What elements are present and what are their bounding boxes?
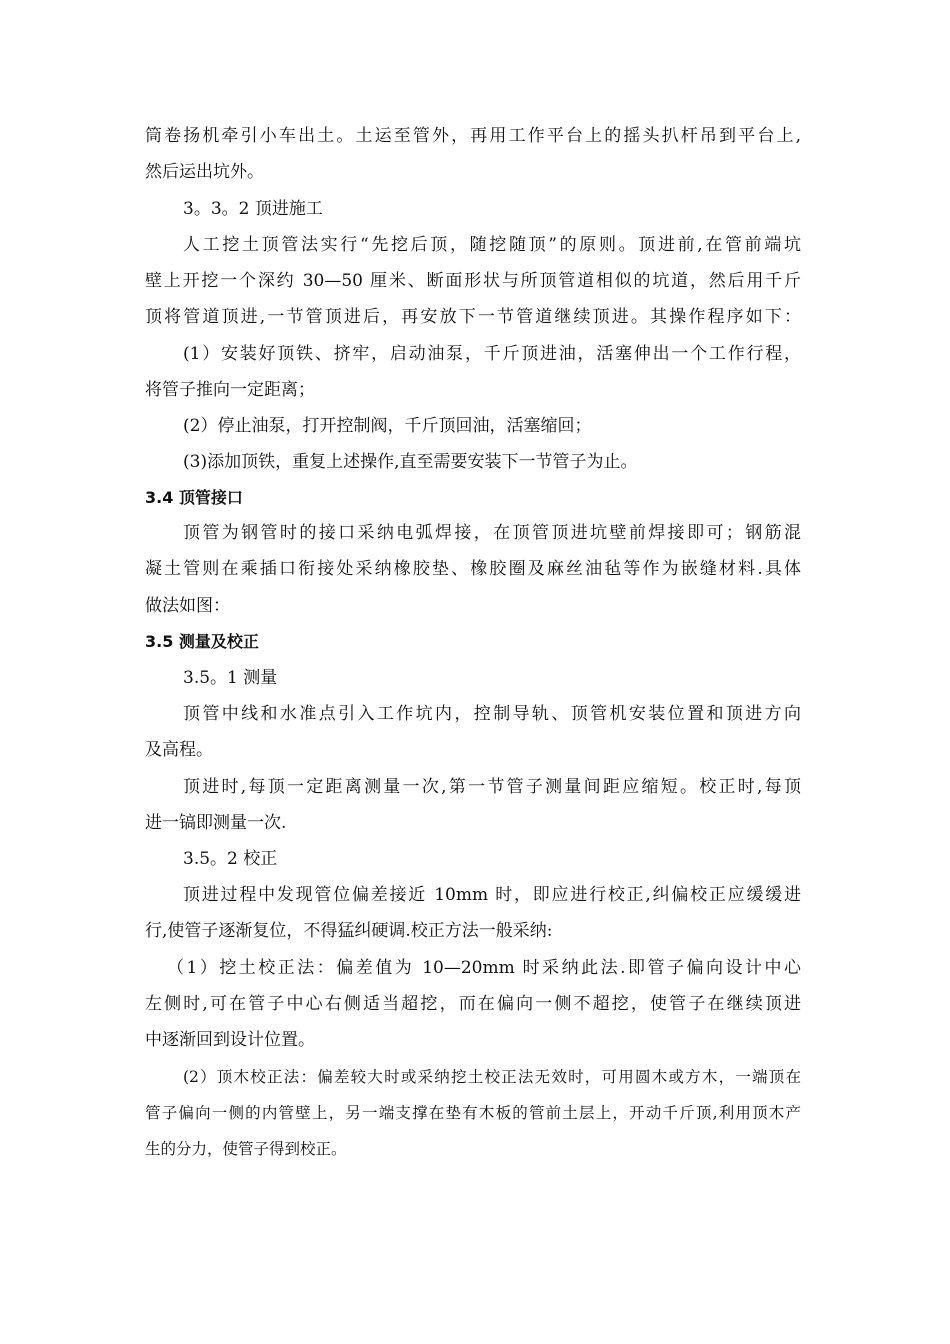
subsection-heading: 3。3。2 顶进施工 [183,199,323,219]
list-item-line: 管子偏向一侧的内管壁上，另一端支撑在垫有木板的管前土层上，开动千斤顶,利用顶木产 [145,1104,801,1122]
paragraph-line: 顶进过程中发现管位偏差接近 10mm 时，即应进行校正,纠偏校正应缓缓进 [183,885,801,905]
list-item-line: (2）停止油泵，打开控制阀，千斤顶回油，活塞缩回； [183,416,592,436]
paragraph-line: 及高程。 [145,740,213,760]
paragraph-line: 然后运出坑外。 [145,162,264,182]
paragraph-line: 顶管为钢管时的接口采纳电弧焊接，在顶管顶进坑壁前焊接即可；钢筋混 [183,523,801,543]
section-heading: 3.5 测量及校正 [145,632,259,651]
list-item-line: （1）挖土校正法：偏差值为 10—20mm 时采纳此法.即管子偏向设计中心 [167,958,801,978]
subsection-heading: 3.5。2 校正 [183,849,278,869]
paragraph-line: 顶管中线和水准点引入工作坑内，控制导轨、顶管机安装位置和顶进方向 [183,704,801,724]
list-item-line: 左侧时,可在管子中心右侧适当超挖，而在偏向一侧不超挖，使管子在继续顶进 [145,994,801,1014]
paragraph-line: 人工挖土顶管法实行“先挖后顶，随挖随顶”的原则。顶进前,在管前端坑 [183,235,801,255]
list-item-line: 中逐渐回到设计位置。 [145,1030,315,1050]
list-item-line: (1）安装好顶铁、挤牢，启动油泵，千斤顶进油，活塞伸出一个工作行程， [183,344,801,364]
list-item-line: (3)添加顶铁，重复上述操作,直至需要安装下一节管子为止。 [183,452,638,472]
paragraph-line: 壁上开挖一个深约 30—50 厘米、断面形状与所顶管道相似的坑道，然后用千斤 [145,271,801,291]
list-item-line: 将管子推向一定距离； [145,380,315,400]
paragraph-line: 做法如图： [145,596,230,616]
paragraph-line: 顶进时,每顶一定距离测量一次,第一节管子测量间距应缩短。校正时,每顶 [183,777,801,797]
paragraph-line: 筒卷扬机牵引小车出土。土运至管外，再用工作平台上的摇头扒杆吊到平台上, [145,126,801,146]
paragraph-line: 进一镐即测量一次. [145,813,287,833]
list-item-line: 生的分力，使管子得到校正。 [145,1140,347,1158]
paragraph-line: 凝土管则在乘插口衔接处采纳橡胶垫、橡胶圈及麻丝油毡等作为嵌缝材料.具体 [145,559,801,579]
paragraph-line: 顶将管道顶进,一节管顶进后，再安放下一节管道继续顶进。其操作程序如下： [145,307,801,327]
list-item-line: (2）顶木校正法：偏差较大时或采纳挖土校正法无效时，可用圆木或方木，一端顶在 [183,1068,801,1086]
subsection-heading: 3.5。1 测量 [183,668,278,688]
paragraph-line: 行,使管子逐渐复位，不得猛纠硬调.校正方法一般采纳: [145,921,553,941]
section-heading: 3.4 顶管接口 [145,488,243,507]
